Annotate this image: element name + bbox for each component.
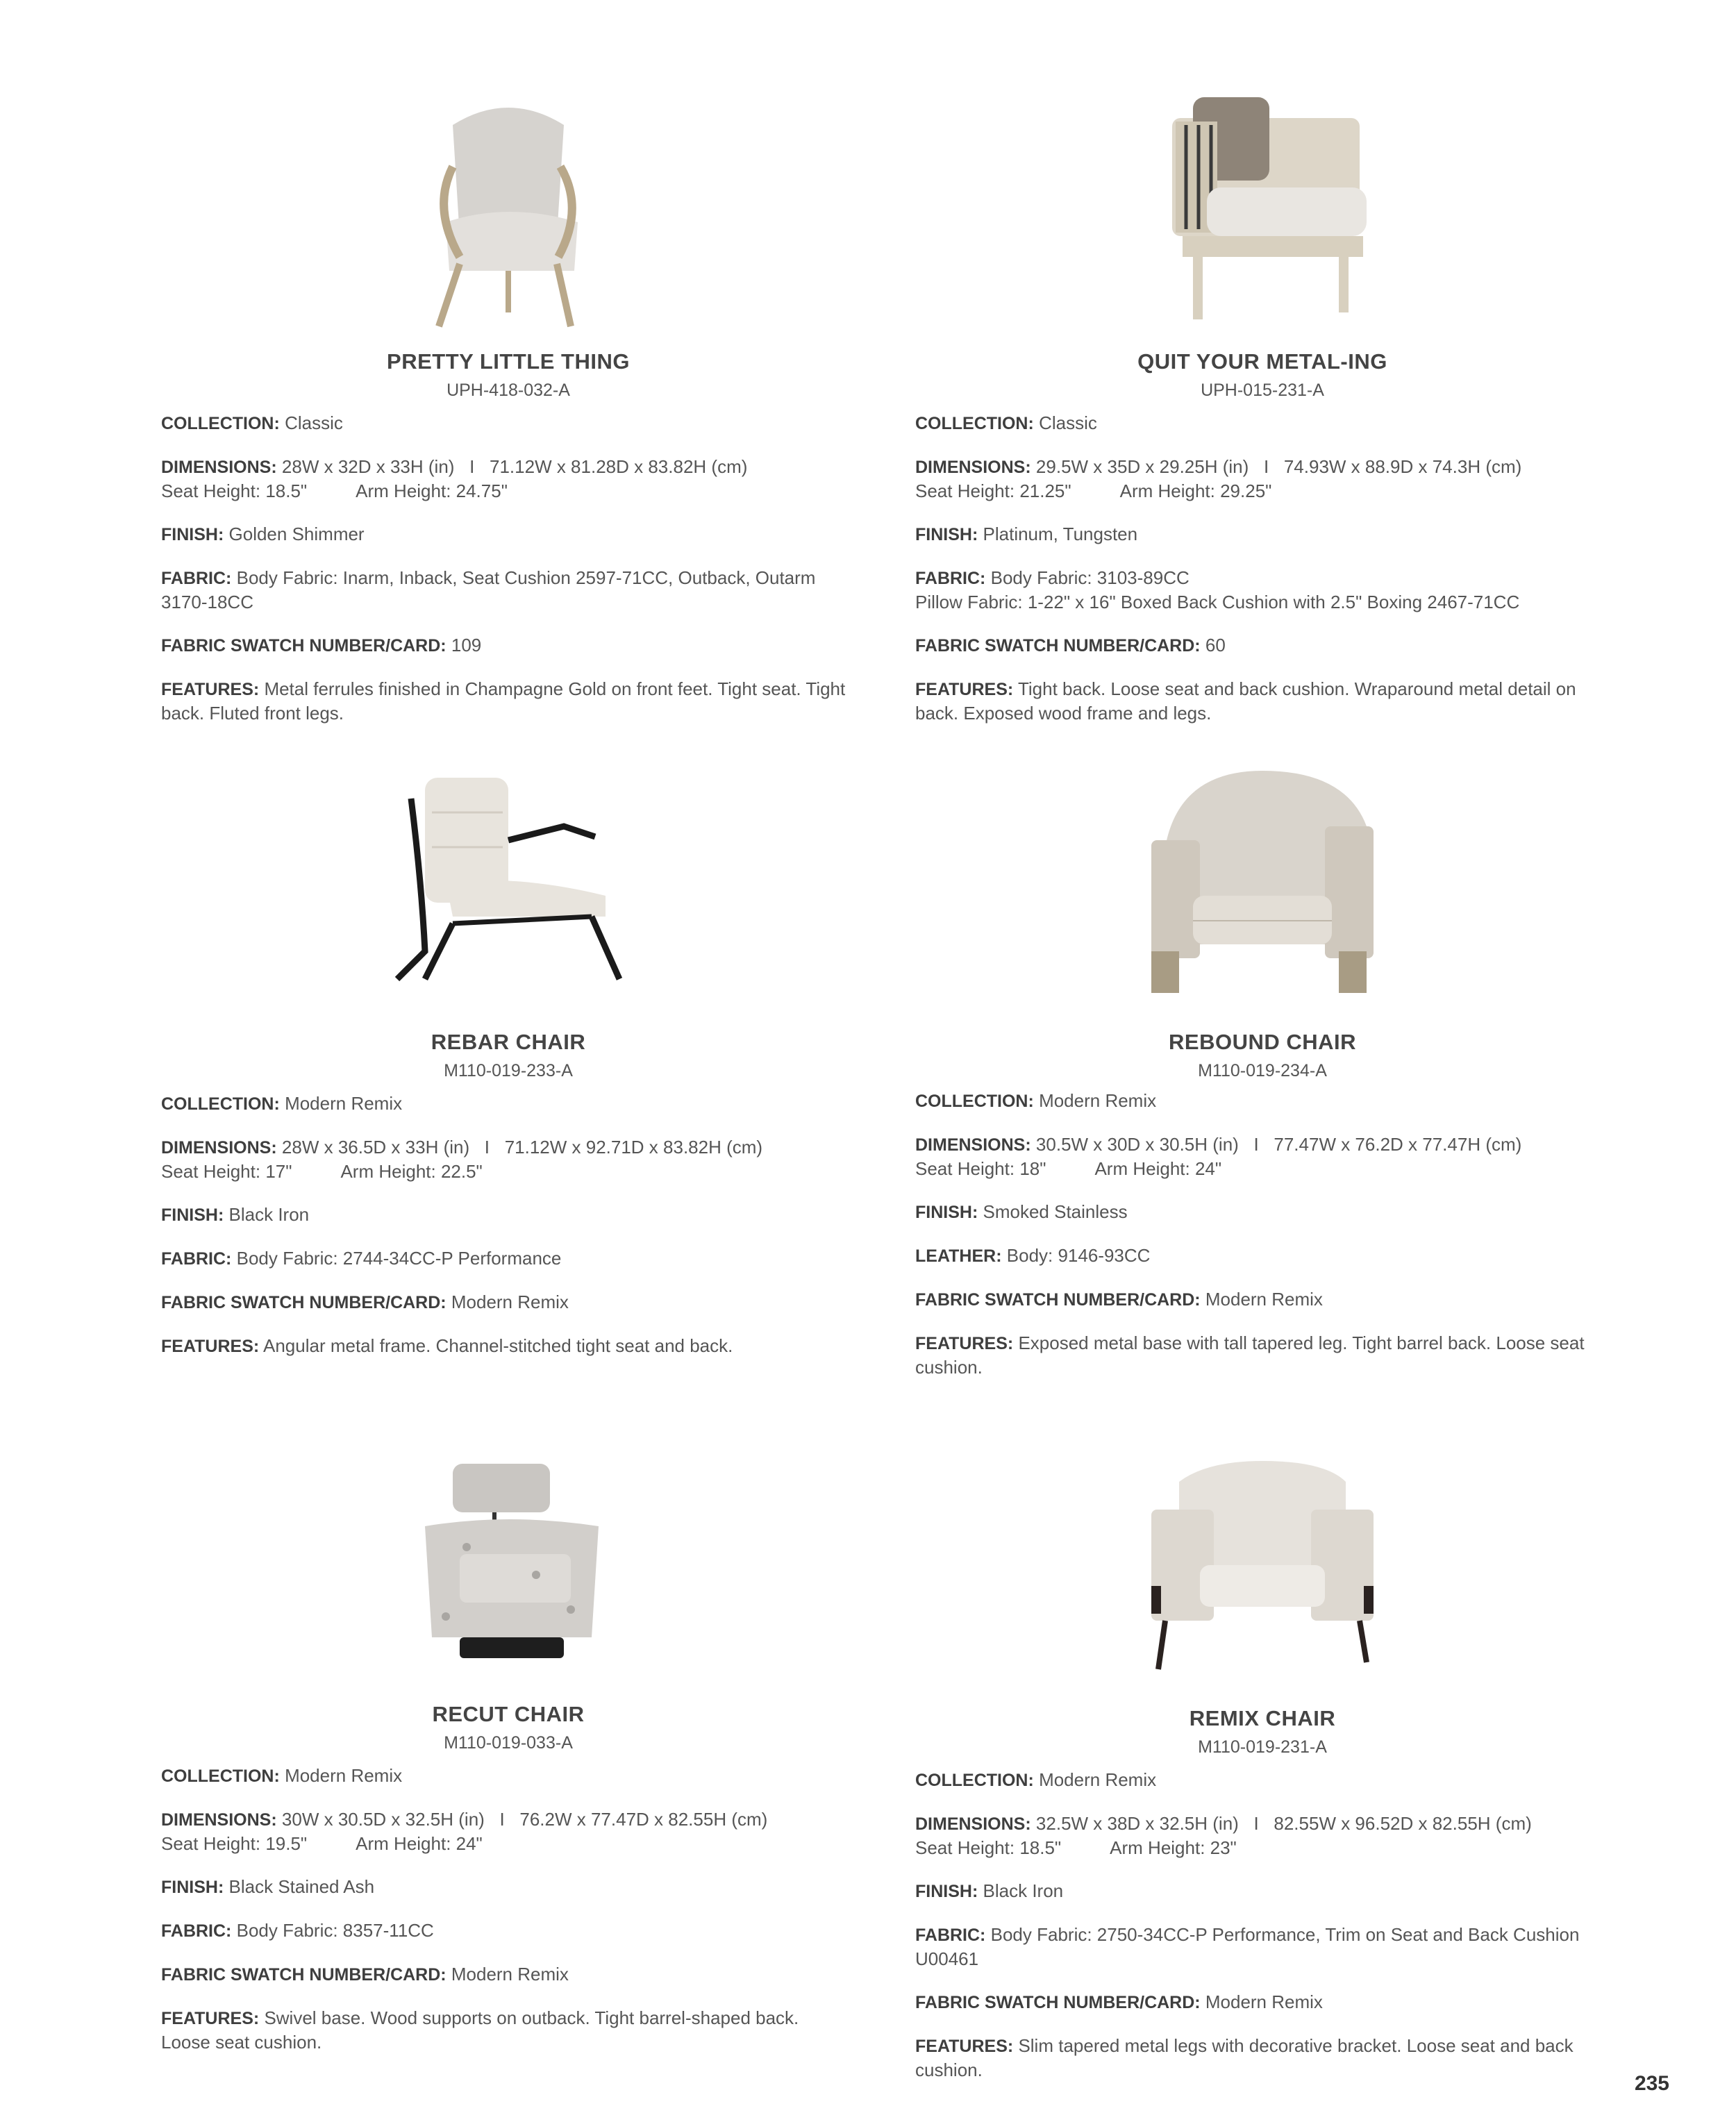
spec-swatch: FABRIC SWATCH NUMBER/CARD: Modern Remix — [161, 1964, 569, 1985]
product-specs — [915, 1768, 1603, 2101]
product-title: RECUT CHAIR — [432, 1702, 585, 1726]
armchair-image — [397, 1450, 619, 1672]
spec-dimensions: DIMENSIONS: 30W x 30.5D x 32.5H (in) I 76.2W x 77.47D x 82.55H (cm) Seat Height: 19.5" Arm Height: 24" — [161, 1809, 768, 1854]
spec-features: FEATURES: Slim tapered metal legs with decorative bracket. Loose seat and back cushion. — [915, 2035, 1574, 2080]
product-image — [161, 1450, 856, 1700]
spec-collection: COLLECTION: Classic — [915, 412, 1097, 433]
spec-swatch: FABRIC SWATCH NUMBER/CARD: 109 — [161, 635, 482, 655]
spec-features: FEATURES: Exposed metal base with tall tapered leg. Tight barrel back. Loose seat cushion. — [915, 1332, 1585, 1378]
spec-finish: FINISH: Platinum, Tungsten — [915, 524, 1138, 544]
product-specs — [161, 411, 849, 744]
product-specs — [161, 1764, 849, 2073]
page-number: 235 — [1634, 2072, 1669, 2095]
product-title: REMIX CHAIR — [1189, 1706, 1336, 1730]
spec-dimensions: DIMENSIONS: 28W x 36.5D x 33H (in) I 71.12W x 92.71D x 83.82H (cm) Seat Height: 17" Arm Height: 22.5" — [161, 1137, 763, 1182]
spec-features: FEATURES: Metal ferrules finished in Champagne Gold on front feet. Tight seat. Tight back. Fluted front legs. — [161, 678, 846, 724]
armchair-image — [1137, 764, 1387, 1000]
spec-leather: LEATHER: Body: 9146-93CC — [915, 1245, 1151, 1266]
armchair-image — [404, 97, 612, 340]
spec-features: FEATURES: Tight back. Loose seat and back cushion. Wraparound metal detail on back. Exposed wood frame and legs. — [915, 678, 1576, 724]
spec-collection: COLLECTION: Modern Remix — [161, 1093, 403, 1114]
product-sku: M110-019-233-A — [444, 1061, 573, 1080]
spec-collection: COLLECTION: Modern Remix — [161, 1765, 403, 1786]
product-sku: UPH-015-231-A — [1201, 381, 1324, 400]
product-title: PRETTY LITTLE THING — [387, 349, 630, 374]
spec-fabric: FABRIC: Body Fabric: Inarm, Inback, Seat Cushion 2597-71CC, Outback, Outarm 3170-18CC — [161, 567, 816, 612]
spec-fabric: FABRIC: Body Fabric: 2744-34CC-P Performance — [161, 1248, 562, 1269]
spec-dimensions: DIMENSIONS: 32.5W x 38D x 32.5H (in) I 82.55W x 96.52D x 82.55H (cm) Seat Height: 18.5" Arm Height: 23" — [915, 1813, 1532, 1858]
spec-dimensions: DIMENSIONS: 30.5W x 30D x 30.5H (in) I 77.47W x 76.2D x 77.47H (cm) Seat Height: 18" Arm Height: 24" — [915, 1134, 1522, 1179]
spec-fabric: FABRIC: Body Fabric: 2750-34CC-P Performance, Trim on Seat and Back Cushion U00461 — [915, 1924, 1580, 1969]
product-image — [915, 90, 1610, 340]
spec-finish: FINISH: Black Stained Ash — [161, 1876, 375, 1897]
spec-collection: COLLECTION: Modern Remix — [915, 1090, 1157, 1111]
product-image — [915, 764, 1610, 1014]
spec-collection: COLLECTION: Modern Remix — [915, 1769, 1157, 1790]
spec-features: FEATURES: Angular metal frame. Channel-stitched tight seat and back. — [161, 1335, 733, 1356]
spec-swatch: FABRIC SWATCH NUMBER/CARD: Modern Remix — [915, 1289, 1323, 1310]
spec-swatch: FABRIC SWATCH NUMBER/CARD: Modern Remix — [915, 1991, 1323, 2012]
product-sku: UPH-418-032-A — [446, 381, 570, 400]
product-specs — [915, 411, 1603, 744]
product-title: QUIT YOUR METAL-ING — [1137, 349, 1387, 374]
spec-dimensions: DIMENSIONS: 29.5W x 35D x 29.25H (in) I 74.93W x 88.9D x 74.3H (cm) Seat Height: 21.25" Arm Height: 29.25" — [915, 456, 1522, 501]
spec-features: FEATURES: Swivel base. Wood supports on outback. Tight barrel-shaped back. Loose seat cushion. — [161, 2007, 799, 2053]
product-image — [915, 1454, 1610, 1704]
product-title: REBAR CHAIR — [431, 1030, 586, 1054]
spec-fabric: FABRIC: Body Fabric: 8357-11CC — [161, 1920, 434, 1941]
product-title: REBOUND CHAIR — [1169, 1030, 1356, 1054]
spec-swatch: FABRIC SWATCH NUMBER/CARD: 60 — [915, 635, 1226, 655]
product-specs — [915, 1089, 1603, 1398]
spec-dimensions: DIMENSIONS: 28W x 32D x 33H (in) I 71.12W x 81.28D x 83.82H (cm) Seat Height: 18.5" Arm Height: 24.75" — [161, 456, 748, 501]
armchair-image — [1137, 1454, 1387, 1676]
spec-finish: FINISH: Golden Shimmer — [161, 524, 365, 544]
product-sku: M110-019-234-A — [1198, 1061, 1327, 1080]
spec-fabric: FABRIC: Body Fabric: 3103-89CC Pillow Fabric: 1-22" x 16" Boxed Back Cushion with 2.5" Boxing 2467-71CC — [915, 567, 1520, 612]
armchair-image — [383, 771, 633, 993]
product-specs — [161, 1092, 849, 1378]
product-image — [161, 97, 856, 347]
spec-swatch: FABRIC SWATCH NUMBER/CARD: Modern Remix — [161, 1292, 569, 1312]
armchair-image — [1144, 90, 1380, 333]
product-sku: M110-019-231-A — [1198, 1737, 1327, 1757]
spec-finish: FINISH: Black Iron — [161, 1204, 310, 1225]
product-sku: M110-019-033-A — [444, 1733, 573, 1753]
spec-finish: FINISH: Smoked Stainless — [915, 1201, 1128, 1222]
spec-collection: COLLECTION: Classic — [161, 412, 343, 433]
product-image — [161, 771, 856, 1021]
spec-finish: FINISH: Black Iron — [915, 1880, 1064, 1901]
